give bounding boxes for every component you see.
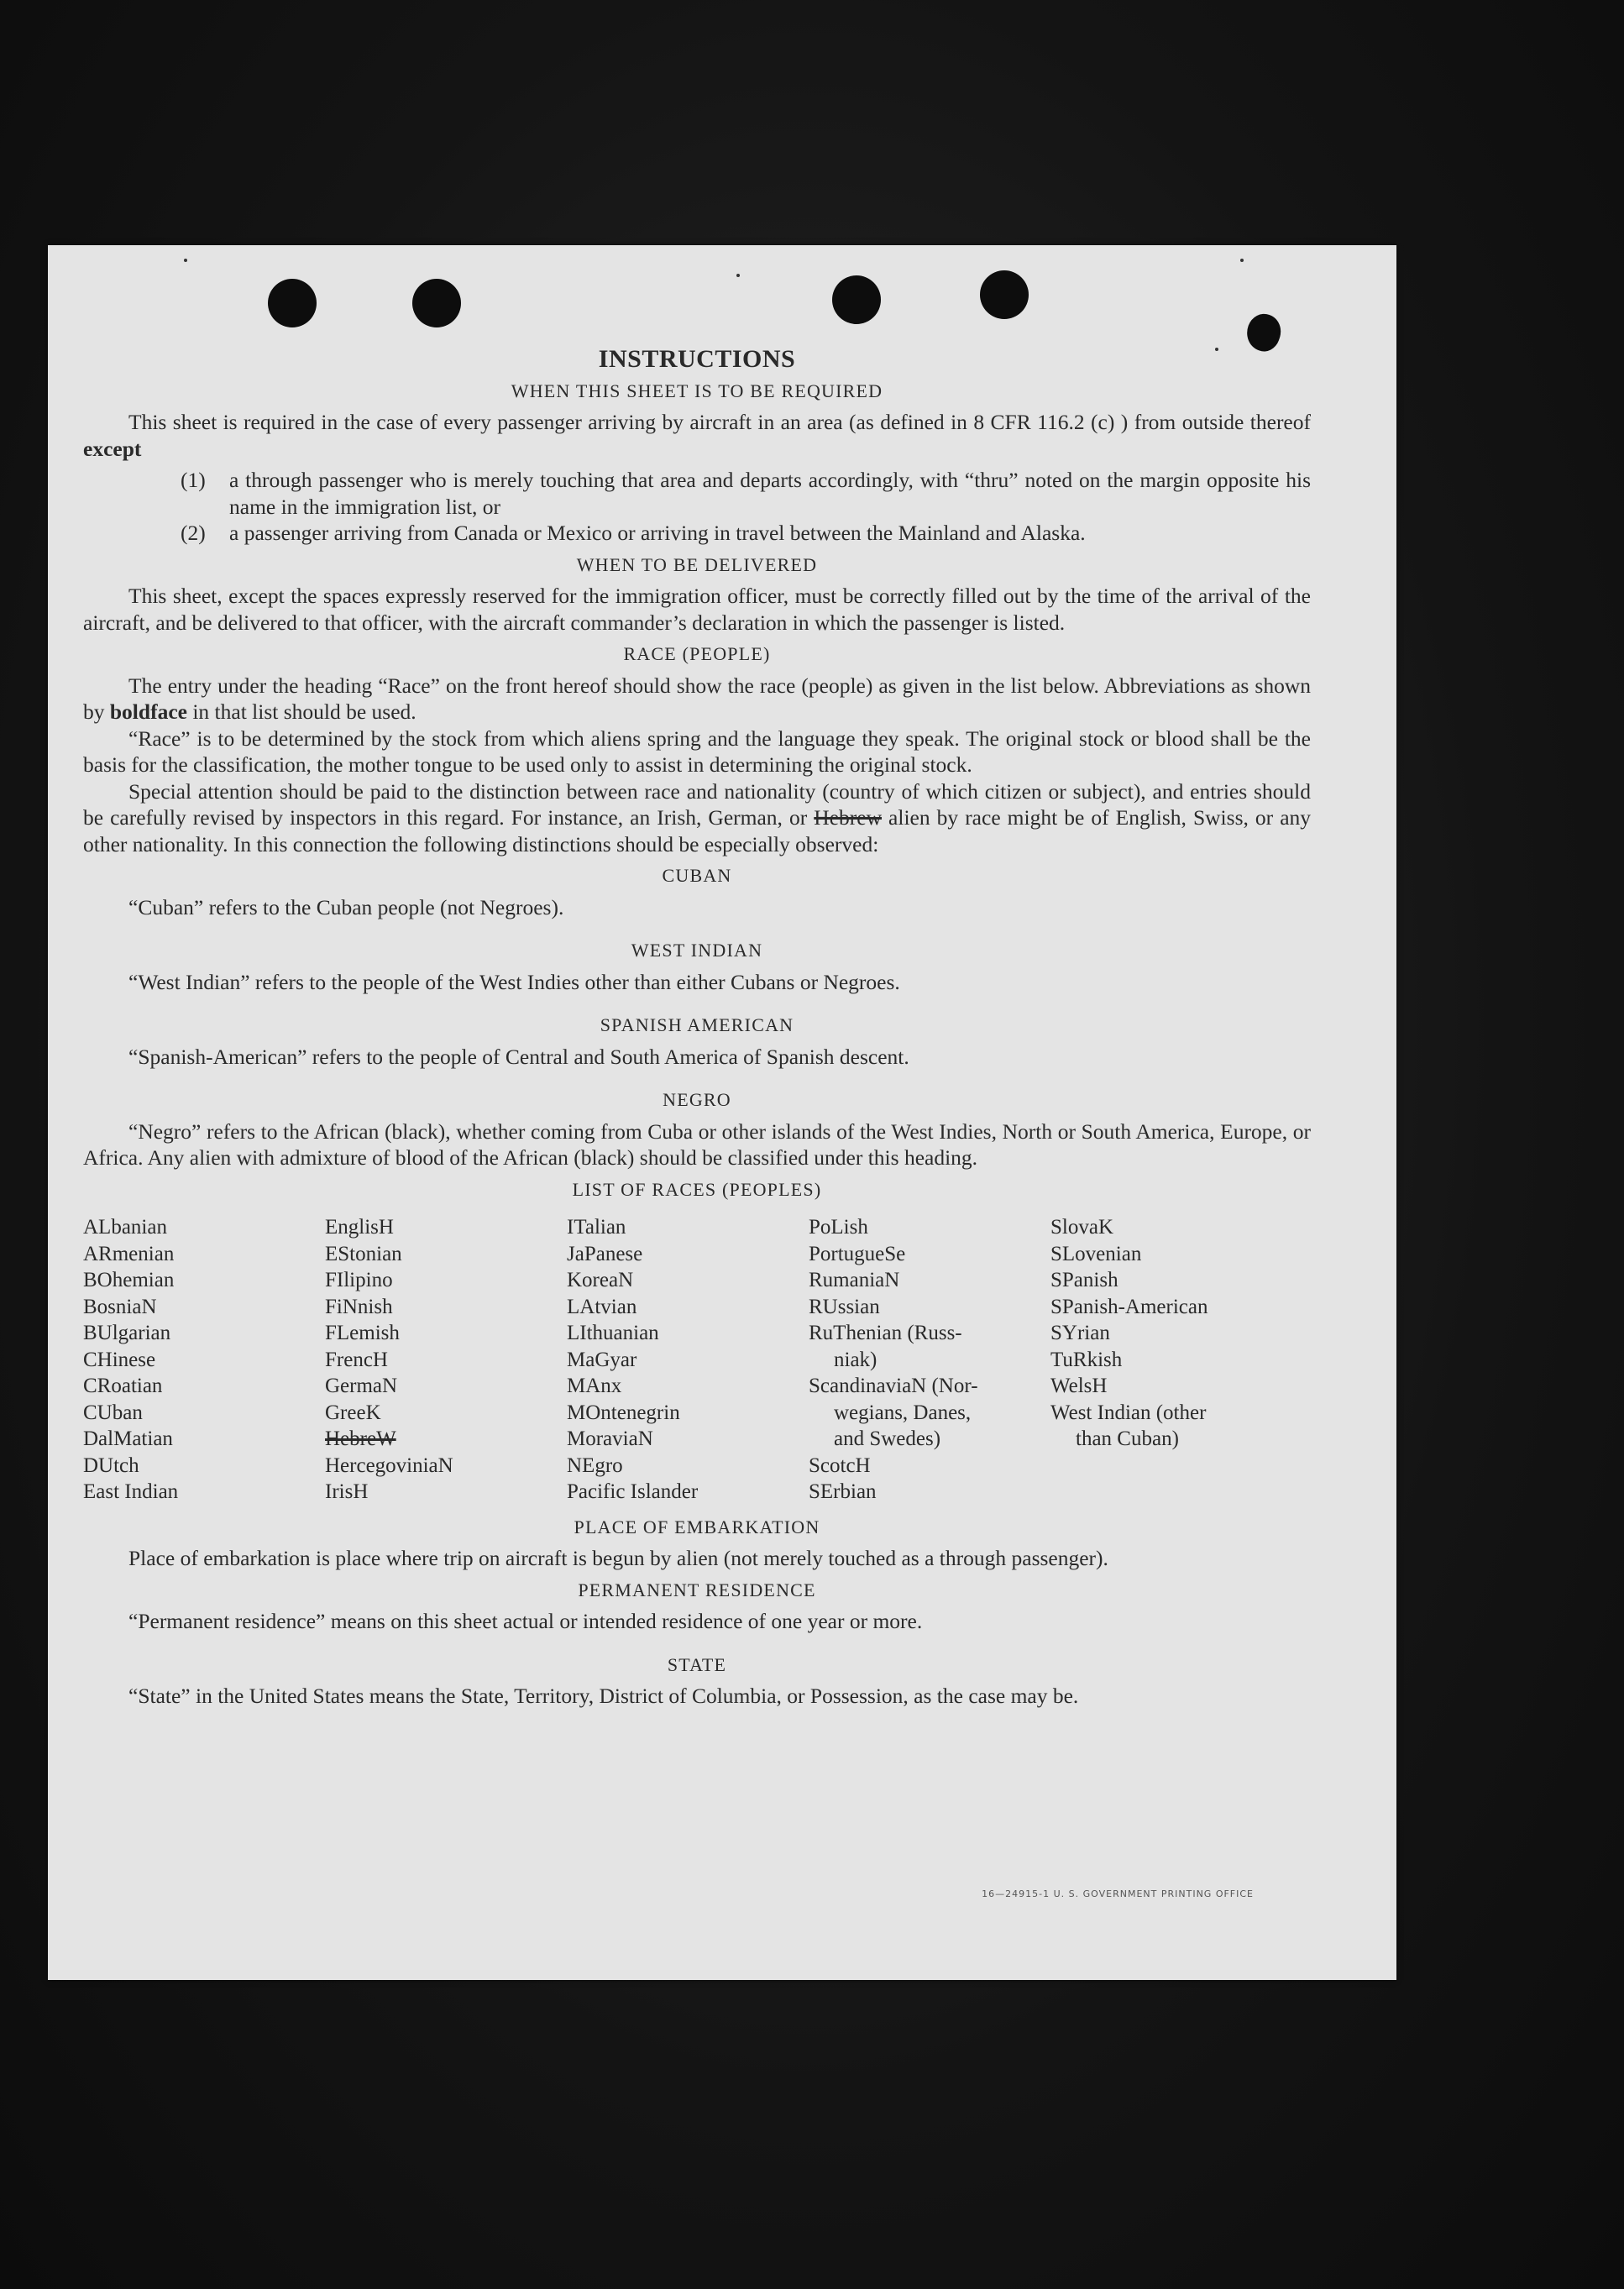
race-entry: SlovaK	[1050, 1216, 1113, 1239]
instruction-sheet	[48, 245, 1396, 1980]
race-entry-continued: niak)	[834, 1348, 877, 1371]
race-entry: FLemish	[325, 1322, 400, 1344]
list-item: (1) a through passenger who is merely touching that area and departs accordingly, with “thru” noted on the margin opposite his name in the immigration list, or	[181, 468, 1311, 519]
race-entry: East Indian	[83, 1480, 179, 1503]
section-heading-residence: PERMANENT RESIDENCE	[578, 1579, 816, 1600]
delivered-text: This sheet, except the spaces expressly reserved for the immigration officer, must be correctly filled out by the time of the arrival of the aircraft, and be delivered to that officer, with the aircraft commander’s declaration in which the passenger is listed.	[83, 584, 1311, 635]
punch-hole	[980, 270, 1029, 319]
race-entry: MOntenegrin	[567, 1401, 680, 1424]
race-entry: HercegoviniaN	[325, 1454, 453, 1477]
list-item: (2) a passenger arriving from Canada or Mexico or arriving in travel between the Mainland and Alaska.	[181, 521, 1086, 545]
race-entry: IrisH	[325, 1480, 369, 1503]
race-entry: FIlipino	[325, 1269, 393, 1291]
races-column	[83, 1214, 325, 1506]
race-entry: WelsH	[1050, 1375, 1108, 1397]
race-paragraph-1: The entry under the heading “Race” on the front hereof should show the race (people) as given in the list below. Abbreviations as shown by boldface in that list should be used.	[83, 673, 1311, 724]
races-list	[83, 1214, 1311, 1506]
race-entry: SPanish-American	[1050, 1295, 1208, 1318]
race-entry: SPanish	[1050, 1269, 1118, 1291]
race-paragraph-3: Special attention should be paid to the distinction between race and nationality (country of which citizen or subject), and entries should be carefully revised by inspectors in this regard. For instance, an Irish, German, or Hebrew alien by race might be of English, Swiss, or any other nationality. In this connection the following distinctions should be especially observed:	[83, 778, 1312, 856]
race-entry-continued: than Cuban)	[1076, 1427, 1179, 1450]
races-column	[809, 1214, 1050, 1506]
race-entry: MoraviaN	[567, 1427, 653, 1450]
race-entry: ARmenian	[83, 1242, 175, 1265]
race-entry: JaPanese	[567, 1242, 643, 1265]
west-indian-text: “West Indian” refers to the people of the West Indies other than either Cubans or Negroes.	[128, 969, 900, 994]
section-heading-required: WHEN THIS SHEET IS TO BE REQUIRED	[511, 380, 883, 401]
race-entry: GreeK	[325, 1401, 381, 1424]
race-entry: BOhemian	[83, 1269, 175, 1291]
races-column	[1050, 1214, 1311, 1506]
section-heading-west-indian: WEST INDIAN	[631, 940, 763, 961]
race-entry: EnglisH	[325, 1216, 394, 1239]
required-intro: This sheet is required in the case of every passenger arriving by aircraft in an area (as defined in 8 CFR 116.2 (c) ) from outside thereof except	[83, 410, 1311, 461]
document-body	[83, 346, 1311, 1715]
race-entry: EStonian	[325, 1242, 402, 1265]
race-entry: FrencH	[325, 1348, 388, 1371]
race-entry: PortugueSe	[809, 1242, 906, 1265]
punch-hole	[832, 275, 881, 324]
section-heading-negro: NEGRO	[663, 1089, 731, 1110]
race-entry: FiNnish	[325, 1295, 393, 1318]
race-entry: TuRkish	[1050, 1348, 1123, 1371]
race-entry: KoreaN	[567, 1269, 634, 1291]
race-entry: PoLish	[809, 1216, 868, 1239]
race-entry: West Indian (other	[1050, 1401, 1207, 1424]
section-heading-race: RACE (PEOPLE)	[623, 643, 771, 664]
except-bold: except	[83, 436, 142, 461]
dust-speck	[736, 274, 740, 277]
races-column	[567, 1214, 809, 1506]
race-entry: BUlgarian	[83, 1322, 171, 1344]
section-heading-embarkation: PLACE OF EMBARKATION	[574, 1516, 820, 1537]
race-entry: SYrian	[1050, 1322, 1110, 1344]
cuban-text: “Cuban” refers to the Cuban people (not Negroes).	[128, 894, 564, 919]
struck-word: Hebrew	[814, 805, 882, 830]
race-entry: LAtvian	[567, 1295, 637, 1318]
race-entry: SLovenian	[1050, 1242, 1142, 1265]
dust-speck	[184, 259, 187, 262]
punch-hole	[268, 279, 317, 327]
race-entry-struck: HebreW	[325, 1427, 396, 1450]
section-heading-delivered: WHEN TO BE DELIVERED	[576, 553, 818, 575]
negro-text: “Negro” refers to the African (black), whether coming from Cuba or other islands of the West Indies, North or South America, Europe, or Africa. Any alien with admixture of blood of the African (black) should be classified under this heading.	[83, 1118, 1311, 1170]
race-entry: MaGyar	[567, 1348, 637, 1371]
race-entry: BosniaN	[83, 1295, 157, 1318]
race-entry: ITalian	[567, 1216, 626, 1239]
section-heading-cuban: CUBAN	[662, 865, 732, 886]
spanish-american-text: “Spanish-American” refers to the people of Central and South America of Spanish descent.	[128, 1044, 909, 1069]
race-entry: RUssian	[809, 1295, 880, 1318]
race-entry: NEgro	[567, 1454, 623, 1477]
race-entry: DUtch	[83, 1454, 139, 1477]
race-paragraph-2: “Race” is to be determined by the stock from which aliens spring and the language they speak. The original stock or blood shall be the basis for the classification, the mother tongue to be used only to assist in determining the original stock.	[83, 725, 1311, 777]
race-entry: CHinese	[83, 1348, 156, 1371]
document-title: INSTRUCTIONS	[598, 345, 796, 373]
race-entry: ScotcH	[809, 1454, 871, 1477]
race-entry: DalMatian	[83, 1427, 173, 1450]
race-entry: Pacific Islander	[567, 1480, 699, 1503]
state-text: “State” in the United States means the State, Territory, District of Columbia, or Possession, as the case may be.	[128, 1684, 1079, 1708]
race-entry: LIthuanian	[567, 1322, 659, 1344]
race-entry: SErbian	[809, 1480, 877, 1503]
races-column	[325, 1214, 567, 1506]
punch-hole	[412, 279, 461, 327]
race-entry: GermaN	[325, 1375, 398, 1397]
section-heading-state: STATE	[667, 1653, 727, 1675]
race-entry: RumaniaN	[809, 1269, 900, 1291]
race-entry-continued: and Swedes)	[834, 1427, 941, 1450]
race-entry: CRoatian	[83, 1375, 163, 1397]
print-code: 16—24915-1 U. S. GOVERNMENT PRINTING OFFICE	[982, 1888, 1254, 1899]
dust-speck	[1240, 259, 1244, 262]
embarkation-text: Place of embarkation is place where trip on aircraft is begun by alien (not merely touched as a through passenger).	[128, 1546, 1108, 1570]
race-entry: ScandinaviaN (Nor-	[809, 1375, 978, 1397]
section-heading-spanish-american: SPANISH AMERICAN	[600, 1014, 794, 1035]
race-entry: CUban	[83, 1401, 143, 1424]
race-entry: RuThenian (Russ-	[809, 1322, 962, 1344]
section-heading-races-list: LIST OF RACES (PEOPLES)	[572, 1178, 822, 1200]
residence-text: “Permanent residence” means on this sheet actual or intended residence of one year or more.	[128, 1609, 923, 1633]
race-entry: ALbanian	[83, 1216, 167, 1239]
race-entry-continued: wegians, Danes,	[834, 1401, 972, 1424]
race-entry: MAnx	[567, 1375, 622, 1397]
